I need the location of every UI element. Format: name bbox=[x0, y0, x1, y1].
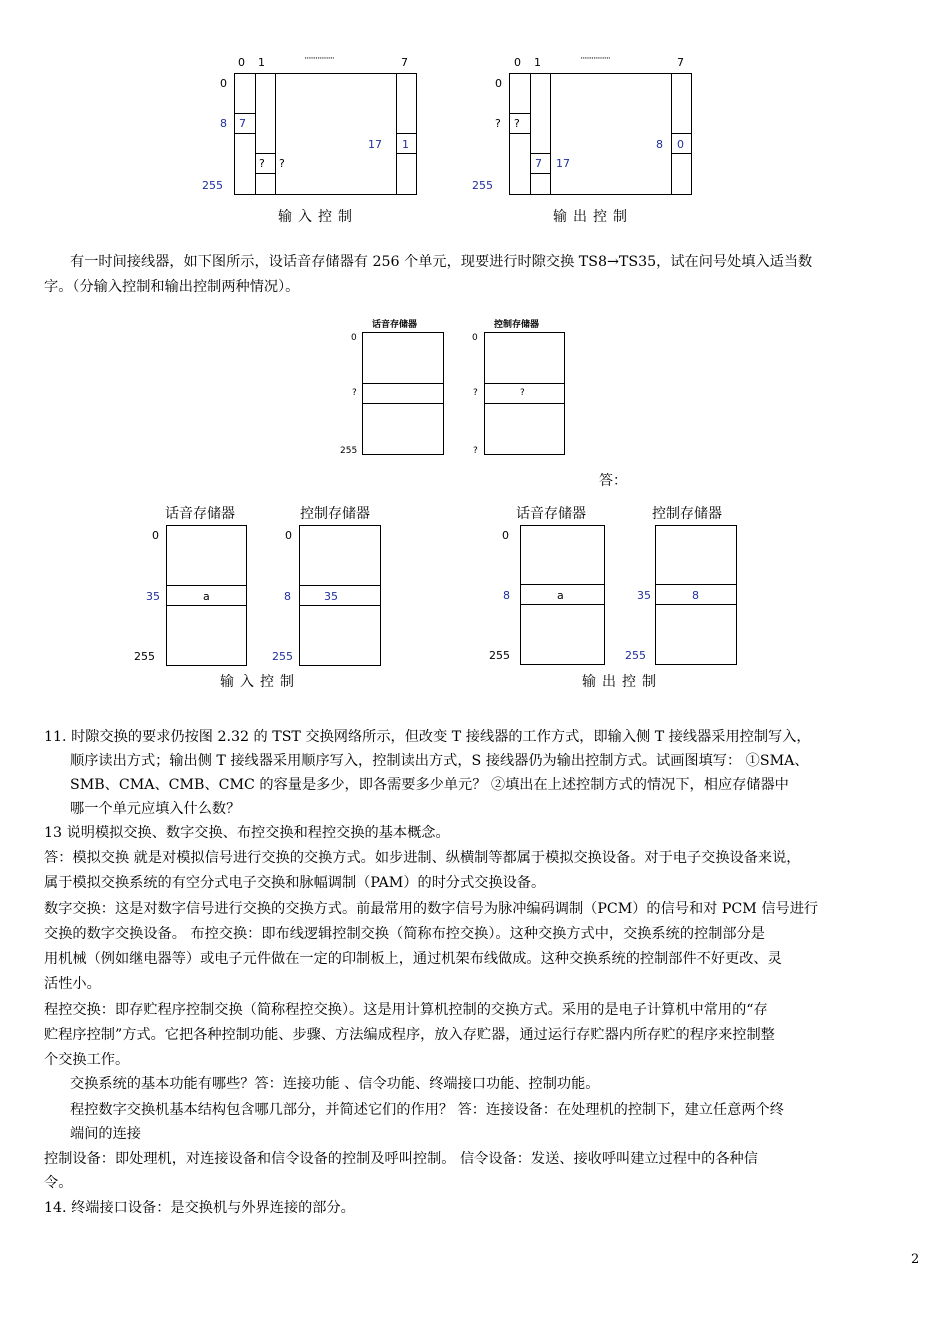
fig1-input-frame bbox=[234, 73, 417, 195]
speech-cell: a bbox=[203, 590, 210, 603]
speech-row-q: ? bbox=[352, 388, 357, 398]
control-cell: 8 bbox=[692, 589, 699, 602]
text-line: 属于模拟交换系统的有空分式电子交换和脉幅调制（PAM）的时分式交换设备。 bbox=[44, 875, 546, 891]
control-row-35: 35 bbox=[637, 589, 651, 602]
row-label-q: ? bbox=[495, 117, 501, 130]
col-label-1: 1 bbox=[258, 56, 265, 69]
control-row-0: 0 bbox=[472, 333, 478, 343]
text-line: 交换系统的基本功能有哪些？答：连接功能 、信令功能、终端接口功能、控制功能。 bbox=[70, 1076, 600, 1092]
row-label-17: 17 bbox=[368, 138, 382, 151]
speech-row-255: 255 bbox=[134, 650, 155, 663]
control-row-last: ? bbox=[473, 446, 478, 456]
text-line: 交换的数字交换设备。 布控交换：即布线逻辑控制交换（简称布控交换）。这种交换方式中，交换系统的控制部分是 bbox=[44, 926, 765, 942]
speech-row-8: 8 bbox=[503, 589, 510, 602]
col-label-0: 0 bbox=[238, 56, 245, 69]
control-memory-title: 控制存储器 bbox=[300, 506, 370, 522]
answer-label: 答： bbox=[599, 473, 627, 489]
text-line: 答：模拟交换 就是对模拟信号进行交换的交换方式。如步进制、纵横制等都属于模拟交换设备。对于电子交换设备来说， bbox=[44, 850, 801, 866]
col-label-0: 0 bbox=[514, 56, 521, 69]
speech-row-255: 255 bbox=[340, 446, 358, 456]
fig3-input-caption: 输入控制 bbox=[220, 674, 300, 690]
row-label-8: 8 bbox=[220, 117, 227, 130]
speech-memory-title: 话音存储器 bbox=[165, 506, 235, 522]
control-row-255: 255 bbox=[625, 649, 646, 662]
row-label-255: 255 bbox=[202, 179, 223, 192]
cell-col7: 0 bbox=[677, 138, 684, 151]
speech-row-0: 0 bbox=[351, 333, 357, 343]
control-cell: 35 bbox=[324, 590, 338, 603]
cell-col1: ? bbox=[259, 157, 265, 170]
question-line-1: 有一时间接线器，如下图所示，设话音存储器有 256 个单元，现要进行时隙交换 TS8→TS35，试在问号处填入适当数 bbox=[70, 254, 813, 270]
speech-row-0: 0 bbox=[502, 529, 509, 542]
text-line: SMB、CMA、CMB、CMC 的容量是多少，即各需要多少单元？ ②填出在上述控制方式的情况下，相应存储器中 bbox=[70, 777, 789, 793]
fig1-input-caption: 输入控制 bbox=[278, 209, 358, 225]
speech-memory-title: 话音存储器 bbox=[516, 506, 586, 522]
text-line: 贮程序控制”方式。它把各种控制功能、步骤、方法编成程序，放入存贮器，通过运行存贮器内所存贮的程序来控制整 bbox=[44, 1027, 775, 1043]
control-row-0: 0 bbox=[285, 529, 292, 542]
col-dots: ················ bbox=[304, 54, 334, 64]
control-memory-box bbox=[299, 525, 381, 666]
cell-col1: 7 bbox=[535, 157, 542, 170]
cell-col0: ? bbox=[514, 117, 520, 130]
text-line: 顺序读出方式；输出侧 T 接线器采用顺序写入，控制读出方式，S 接线器仍为输出控制方式。试画图填写： ①SMA、 bbox=[70, 753, 809, 769]
control-row-q: ? bbox=[473, 388, 478, 398]
text-line: 控制设备：即处理机，对连接设备和信令设备的控制及呼叫控制。 信令设备：发送、接收呼叫建立过程中的各种信 bbox=[44, 1151, 758, 1167]
speech-row-255: 255 bbox=[489, 649, 510, 662]
text-line: 数字交换：这是对数字信号进行交换的交换方式。前最常用的数字信号为脉冲编码调制（PCM）的信号和对 PCM 信号进行 bbox=[44, 901, 819, 917]
col-label-1: 1 bbox=[534, 56, 541, 69]
text-line: 活性小。 bbox=[44, 976, 101, 992]
speech-memory-title: 话音存储器 bbox=[372, 320, 418, 330]
row-label-0: 0 bbox=[220, 77, 227, 90]
outside-question: ? bbox=[279, 157, 285, 170]
col-label-7: 7 bbox=[677, 56, 684, 69]
cell-col7: 1 bbox=[402, 138, 409, 151]
cell-col0: 7 bbox=[239, 117, 246, 130]
control-row-255: 255 bbox=[272, 650, 293, 663]
speech-row-35: 35 bbox=[146, 590, 160, 603]
text-line: 令。 bbox=[44, 1175, 73, 1191]
text-line: 用机械（例如继电器等）或电子元件做在一定的印制板上，通过机架布线做成。这种交换系统的控制部件不好更改、灵 bbox=[44, 951, 782, 967]
page-number: 2 bbox=[911, 1252, 920, 1267]
speech-memory-box bbox=[362, 332, 444, 455]
fig1-output-frame bbox=[509, 73, 692, 195]
text-line: 14. 终端接口设备：是交换机与外界连接的部分。 bbox=[44, 1200, 355, 1216]
fig1-output-caption: 输出控制 bbox=[553, 209, 633, 225]
speech-row-0: 0 bbox=[152, 529, 159, 542]
control-row-8: 8 bbox=[284, 590, 291, 603]
text-line: 哪一个单元应填入什么数？ bbox=[70, 801, 241, 817]
row-label-8: 8 bbox=[656, 138, 663, 151]
col-dots: ················ bbox=[580, 54, 610, 64]
col-label-7: 7 bbox=[401, 56, 408, 69]
control-memory-title: 控制存储器 bbox=[494, 320, 540, 330]
text-line: 个交换工作。 bbox=[44, 1052, 130, 1068]
text-line: 13 说明模拟交换、数字交换、布控交换和程控交换的基本概念。 bbox=[44, 825, 450, 841]
text-line: 程控交换：即存贮程序控制交换（简称程控交换）。这是用计算机控制的交换方式。采用的是电子计算机中常用的“存 bbox=[44, 1002, 768, 1018]
row-label-255: 255 bbox=[472, 179, 493, 192]
question-line-2: 字。（分输入控制和输出控制两种情况）。 bbox=[44, 279, 300, 295]
text-line: 11. 时隙交换的要求仍按图 2.32 的 TST 交换网络所示，但改变 T 接线器的工作方式，即输入侧 T 接线器采用控制写入， bbox=[44, 729, 811, 745]
control-memory-title: 控制存储器 bbox=[652, 506, 722, 522]
control-cell: ? bbox=[520, 388, 525, 398]
text-line: 程控数字交换机基本结构包含哪几部分，并简述它们的作用？ 答：连接设备：在处理机的控制下，建立任意两个终 bbox=[70, 1102, 784, 1118]
text-line: 端间的连接 bbox=[70, 1126, 141, 1142]
speech-cell: a bbox=[557, 589, 564, 602]
fig3-output-caption: 输出控制 bbox=[582, 674, 662, 690]
col1-side-17: 17 bbox=[556, 157, 570, 170]
row-label-0: 0 bbox=[495, 77, 502, 90]
